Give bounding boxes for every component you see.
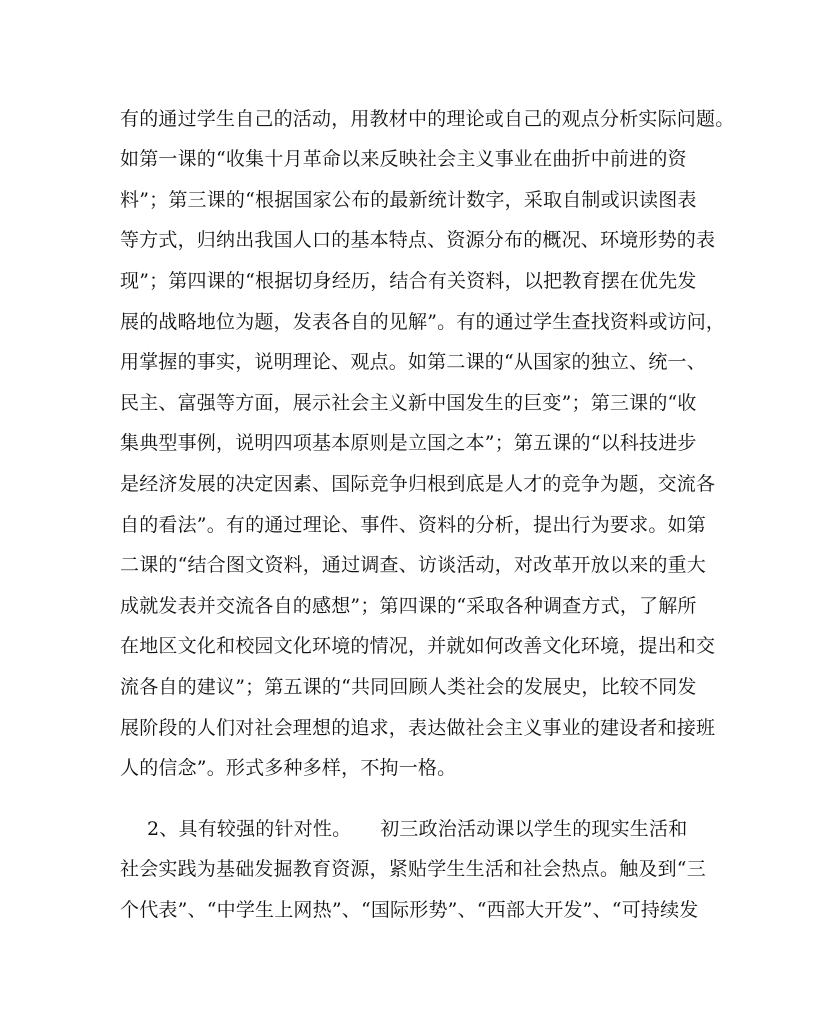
paragraph-line: 流各自的建议”；第五课的“共同回顾人类社会的发展史，比较不同发 [120, 676, 697, 698]
paragraph-line: 社会实践为基础发掘教育资源，紧贴学生生活和社会热点。触及到“三 [120, 858, 706, 880]
paragraph-line: 现”；第四课的“根据切身经历，结合有关资料，以把教育摆在优先发 [120, 270, 697, 292]
paragraph-line: 成就发表并交流各自的感想”；第四课的“采取各种调查方式，了解所 [120, 595, 697, 617]
paragraph-line: 个代表”、“中学生上网热”、“国际形势”、“西部大开发”、“可持续发 [120, 899, 699, 921]
paragraph-line: 二课的“结合图文资料，通过调查、访谈活动，对改革开放以来的重大 [120, 554, 706, 576]
section-heading-line: 2、具有较强的针对性。 初三政治活动课以学生的现实生活和 [147, 818, 688, 840]
paragraph-line: 人的信念”。形式多种多样，不拘一格。 [120, 757, 457, 779]
paragraph-line: 在地区文化和校园文化环境的情况，并就如何改善文化环境，提出和交 [120, 635, 716, 657]
paragraph-line: 料”；第三课的“根据国家公布的最新统计数字，采取自制或识读图表 [120, 189, 697, 211]
paragraph-line: 自的看法”。有的通过理论、事件、资料的分析，提出行为要求。如第 [120, 514, 706, 536]
paragraph-line: 等方式，归纳出我国人口的基本特点、资源分布的概况、环境形势的表 [120, 229, 716, 251]
paragraph-line: 集典型事例，说明四项基本原则是立国之本”；第五课的“以科技进步 [120, 432, 697, 454]
paragraph-line: 民主、富强等方面，展示社会主义新中国发生的巨变”；第三课的“收 [120, 392, 697, 414]
paragraph-line: 有的通过学生自己的活动，用教材中的理论或自己的观点分析实际问题。 [120, 108, 735, 130]
paragraph-line: 用掌握的事实，说明理论、观点。如第二课的“从国家的独立、统一、 [120, 351, 706, 373]
paragraph-line: 展的战略地位为题，发表各自的见解”。有的通过学生查找资料或访问， [120, 311, 726, 333]
paragraph-line: 如第一课的“收集十月革命以来反映社会主义事业在曲折中前进的资 [120, 148, 687, 170]
paragraph-line: 展阶段的人们对社会理想的追求，表达做社会主义事业的建设者和接班 [120, 717, 716, 739]
paragraph-line: 是经济发展的决定因素、国际竞争归根到底是人才的竞争为题，交流各 [120, 473, 716, 495]
